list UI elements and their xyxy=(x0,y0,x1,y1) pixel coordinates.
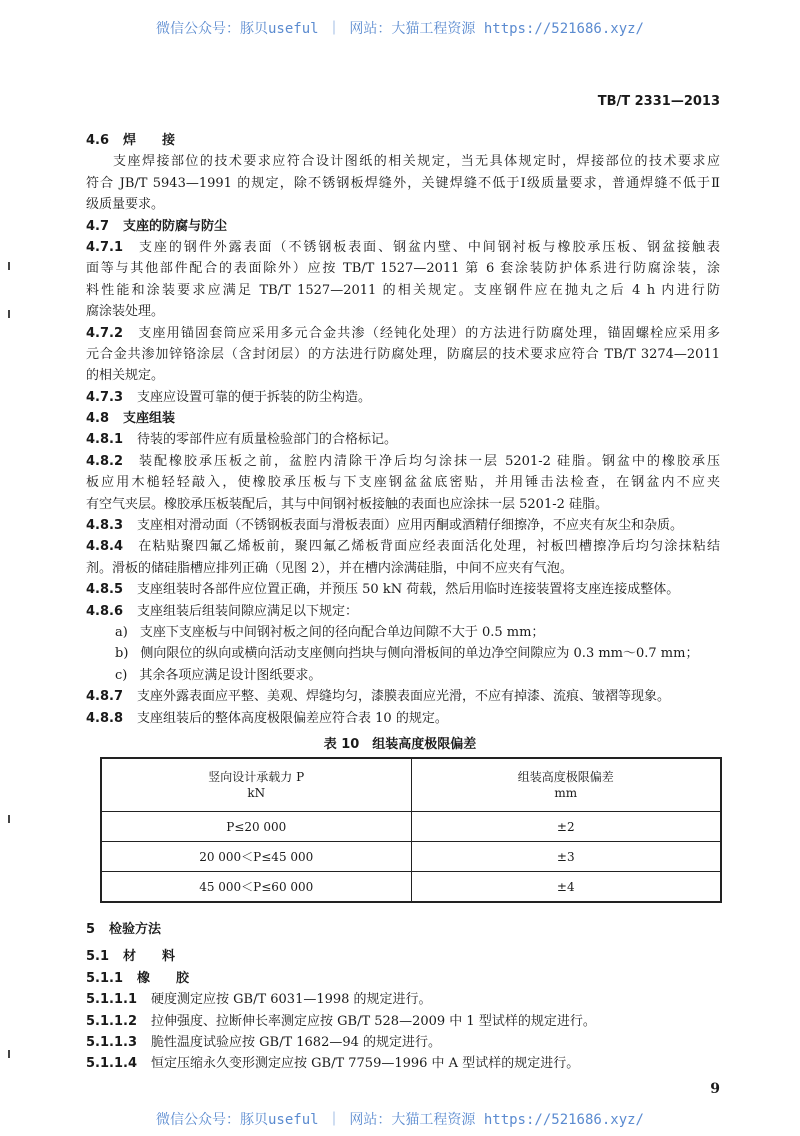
table-cell: ±3 xyxy=(411,842,721,872)
item-label: a) xyxy=(115,624,128,640)
clause-number: 4.7.3 xyxy=(86,389,124,405)
line-text: 有空气夹层。橡胶承压板装配后，其与中间钢衬板接触的表面也应涂抹一层 5201-2 硅脂。 xyxy=(86,496,609,512)
clause-number: 5.1 xyxy=(86,949,110,965)
line-text: 符合 JB/T 5943—1991 的规定，除不锈钢板焊缝外，关键焊缝不低于Ⅰ级质量要求，普通焊缝不低于Ⅱ xyxy=(86,175,720,191)
clause-number: 4.6 xyxy=(86,133,110,148)
clause-number: 5.1.1.3 xyxy=(86,1034,137,1050)
line-text: 待装的零部件应有质量检验部门的合格标记。 xyxy=(137,432,398,448)
clause-line xyxy=(86,1032,720,1053)
line-text: 料性能和涂装要求应满足 TB/T 1527—2011 的相关规定。支座钢件应在抛丸之后 4 h 内进行防 xyxy=(86,282,720,298)
text-line xyxy=(86,173,720,194)
line-text: 支座组装后的整体高度极限偏差应符合表 10 的规定。 xyxy=(137,710,448,726)
scan-mark xyxy=(8,1050,10,1058)
scan-mark xyxy=(8,262,10,270)
clause-line xyxy=(86,1011,720,1032)
clause-line xyxy=(86,579,720,600)
clause-line xyxy=(86,1053,720,1074)
clause-number: 4.8.1 xyxy=(86,432,124,448)
line-text: 支座组装时各部件应位置正确，并预压 50 kN 荷载，然后用临时连接装置将支座连接成整体。 xyxy=(137,582,680,598)
document-body xyxy=(86,130,720,729)
clause-line xyxy=(86,387,720,408)
clause-line xyxy=(86,686,720,707)
clause-number: 5.1.1 xyxy=(86,970,124,986)
text-line xyxy=(86,365,720,386)
text-line xyxy=(86,194,720,215)
line-text: 支座相对滑动面（不锈钢板表面与滑板表面）应用丙酮或酒精仔细擦净，不应夹有灰尘和杂质。 xyxy=(137,518,684,534)
clause-number: 4.8.3 xyxy=(86,518,124,534)
line-text: 板应用木槌轻轻敲入，使橡胶承压板与下支座钢盆盆底密贴，并用锤击法检查，在钢盆内不应夹 xyxy=(86,475,720,491)
text-line xyxy=(86,344,720,365)
line-text: 级质量要求。 xyxy=(86,197,165,213)
table-row xyxy=(101,872,721,903)
table-row xyxy=(101,842,721,872)
line-text: 在粘贴聚四氟乙烯板前，聚四氟乙烯板背面应经表面活化处理，衬板凹槽擦净后均匀涂抹粘结 xyxy=(137,539,720,555)
clause-line xyxy=(86,708,720,729)
clause-line xyxy=(86,451,720,472)
heading-text: 材 料 xyxy=(123,949,176,965)
line-text: 支座组装后组装间隙应满足以下规定： xyxy=(137,603,359,619)
line-text: 脆性温度试验应按 GB/T 1682—94 的规定进行。 xyxy=(151,1034,442,1050)
watermark-top: 微信公众号：豚贝useful ｜ 网站：大猫工程资源 https://521686.xyz/ xyxy=(155,21,644,37)
section-heading xyxy=(86,408,720,429)
clause-number: 4.8.6 xyxy=(86,603,124,619)
scan-mark xyxy=(8,310,10,318)
line-text: 侧向限位的纵向或横向活动支座侧向挡块与侧向滑板间的单边净空间隙应为 0.3 mm～0.7 mm； xyxy=(140,646,699,662)
text-line xyxy=(86,151,720,172)
table-cell: P≤20 000 xyxy=(101,812,411,842)
header-unit: mm xyxy=(554,786,578,800)
line-text: 支座的钢件外露表面（不锈钢板表面、钢盆内壁、中间钢衬板与橡胶承压板、钢盆接触表 xyxy=(137,239,720,255)
clause-number: 4.7 xyxy=(86,218,110,234)
clause-number: 4.8.8 xyxy=(86,710,124,726)
heading-text: 支座组装 xyxy=(123,411,176,427)
header-unit: kN xyxy=(247,786,266,800)
scan-mark xyxy=(8,815,10,823)
clause-number: 5.1.1.1 xyxy=(86,992,137,1008)
line-text: 腐涂装处理。 xyxy=(86,304,165,320)
clause-line xyxy=(86,323,720,344)
line-text: 剂。滑板的储硅脂槽应排列正确（见图 2），并在槽内涂满硅脂，中间不应夹有气泡。 xyxy=(86,560,573,576)
line-text: 装配橡胶承压板之前，盆腔内清除干净后均匀涂抹一层 5201-2 硅脂。钢盆中的橡胶承压 xyxy=(137,453,720,469)
clause-number: 4.8.2 xyxy=(86,453,124,469)
text-line xyxy=(86,258,720,279)
item-label: c) xyxy=(115,667,128,683)
section-heading xyxy=(86,216,720,237)
heading-text: 橡 胶 xyxy=(137,970,190,986)
clause-number: 5.1.1.2 xyxy=(86,1013,137,1029)
table-header-row xyxy=(101,758,721,812)
clause-line xyxy=(86,515,720,536)
clause-line xyxy=(86,989,720,1010)
section-heading xyxy=(86,946,720,967)
line-text: 支座外露表面应平整、美观、焊缝均匀，漆膜表面应光滑，不应有掉漆、流痕、皱褶等现象。 xyxy=(137,689,671,705)
line-text: 支座用锚固套筒应采用多元合金共渗（经钝化处理）的方法进行防腐处理，锚固螺栓应采用多 xyxy=(137,325,720,341)
table-cell: 45 000＜P≤60 000 xyxy=(101,872,411,903)
header-label: 组装高度极限偏差 xyxy=(517,770,614,784)
clause-number: 4.8.4 xyxy=(86,539,124,555)
line-text: 硬度测定应按 GB/T 6031—1998 的规定进行。 xyxy=(151,992,432,1008)
clause-number: 4.8.7 xyxy=(86,689,124,705)
heading-text: 焊 接 xyxy=(123,133,176,148)
text-line xyxy=(86,280,720,301)
line-text: 的相关规定。 xyxy=(86,368,165,384)
watermark-bottom: 微信公众号：豚贝useful ｜ 网站：大猫工程资源 https://521686.xyz/ xyxy=(155,1112,644,1128)
clause-line xyxy=(86,601,720,622)
text-line xyxy=(86,301,720,322)
table-row xyxy=(101,812,721,842)
table-cell: 20 000＜P≤45 000 xyxy=(101,842,411,872)
line-text: 恒定压缩永久变形测定应按 GB/T 7759—1996 中 A 型试样的规定进行。 xyxy=(151,1056,580,1072)
table-cell: ±4 xyxy=(411,872,721,903)
section-heading xyxy=(86,919,720,940)
line-text: 支座焊接部位的技术要求应符合设计图纸的相关规定，当无具体规定时，焊接部位的技术要求应 xyxy=(113,154,720,170)
section-heading xyxy=(86,968,720,989)
list-item xyxy=(86,622,720,643)
clause-number: 4.8.5 xyxy=(86,582,124,598)
standard-code: TB/T 2331—2013 xyxy=(597,94,720,109)
line-text: 拉伸强度、拉断伸长率测定应按 GB/T 528—2009 中 1 型试样的规定进行。 xyxy=(151,1013,596,1029)
clause-number: 4.7.2 xyxy=(86,325,124,341)
clause-number: 5.1.1.4 xyxy=(86,1056,137,1072)
section-5 xyxy=(86,919,720,1075)
clause-line xyxy=(86,429,720,450)
line-text: 面等与其他部件配合的表面除外）应按 TB/T 1527—2011 第 6 套涂装防护体系进行防腐涂装，涂 xyxy=(86,261,720,277)
line-text: 其余各项应满足设计图纸要求。 xyxy=(139,667,322,683)
header-label: 竖向设计承载力 P xyxy=(208,770,305,784)
item-label: b) xyxy=(115,646,129,662)
clause-line xyxy=(86,536,720,557)
table-header-cell xyxy=(101,758,411,812)
tolerance-table xyxy=(100,757,722,903)
heading-text: 检验方法 xyxy=(109,922,162,937)
text-line xyxy=(86,472,720,493)
heading-text: 支座的防腐与防尘 xyxy=(123,218,228,234)
table-header-cell xyxy=(411,758,721,812)
page-number: 9 xyxy=(710,1081,720,1097)
table-cell: ±2 xyxy=(411,812,721,842)
list-item xyxy=(86,643,720,664)
clause-number: 4.7.1 xyxy=(86,239,124,255)
list-item xyxy=(86,665,720,686)
text-line xyxy=(86,558,720,579)
line-text: 支座应设置可靠的便于拆装的防尘构造。 xyxy=(137,389,372,405)
clause-line xyxy=(86,237,720,258)
text-line xyxy=(86,494,720,515)
clause-number: 5 xyxy=(86,922,96,937)
section-heading xyxy=(86,130,720,151)
clause-number: 4.8 xyxy=(86,411,110,427)
line-text: 支座下支座板与中间钢衬板之间的径向配合单边间隙不大于 0.5 mm； xyxy=(139,624,545,640)
line-text: 元合金共渗加锌铬涂层（含封闭层）的方法进行防腐处理，防腐层的技术要求应符合 TB/T 3274—2011 xyxy=(86,346,720,362)
table-caption: 表 10 组装高度极限偏差 xyxy=(323,737,477,752)
